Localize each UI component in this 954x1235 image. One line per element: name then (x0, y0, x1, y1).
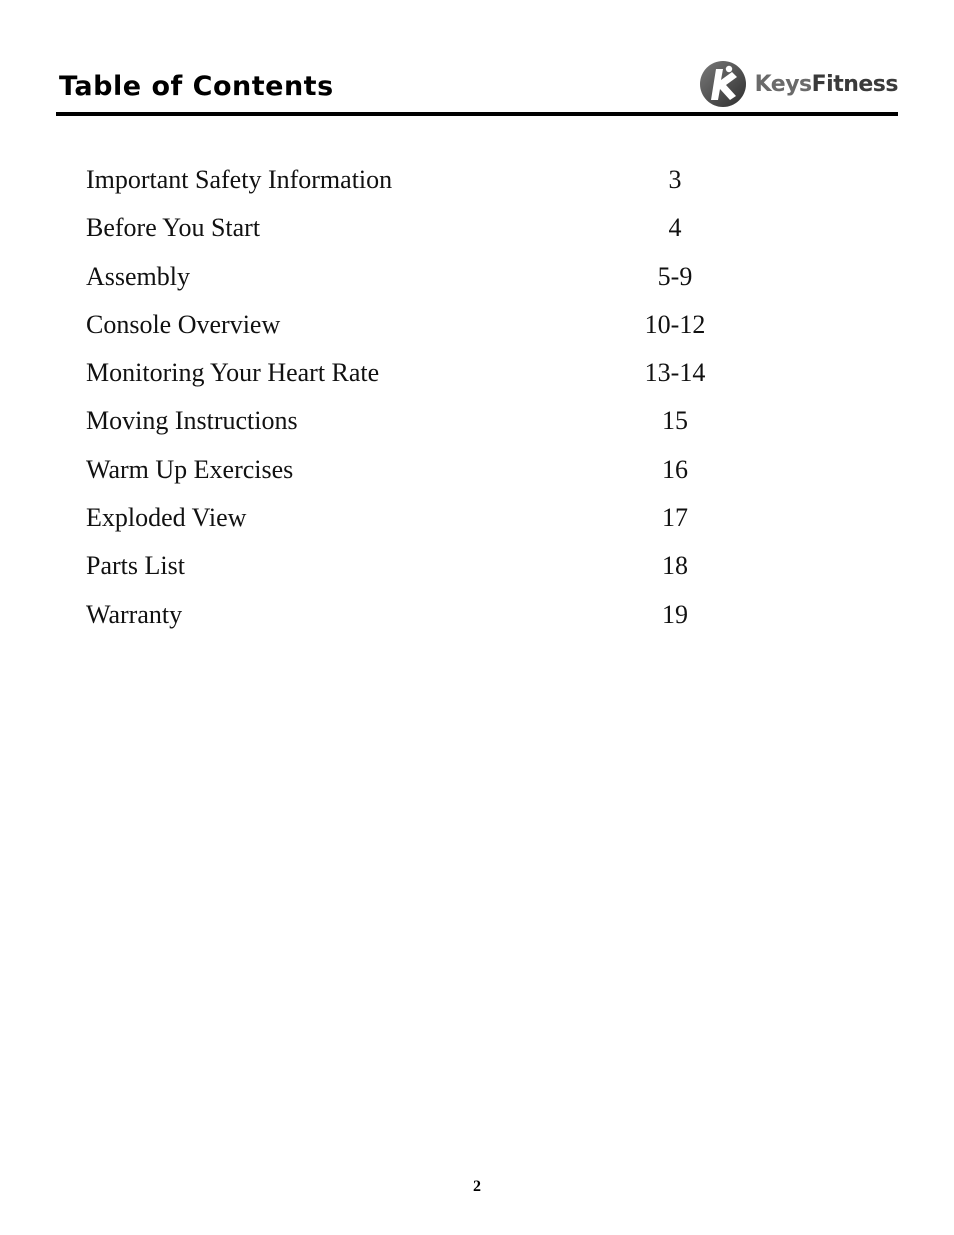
page-title: Table of Contents (59, 71, 334, 102)
toc-entry-label: Exploded View (86, 503, 247, 533)
page-header (56, 58, 898, 116)
brand-wordmark (755, 72, 898, 97)
toc-entry-label: Monitoring Your Heart Rate (86, 358, 380, 388)
toc-entry-page: 5-9 (657, 261, 693, 291)
toc-entry (86, 253, 766, 301)
toc-entry (86, 591, 766, 639)
table-of-contents (86, 156, 766, 639)
toc-entry-label: Assembly (86, 261, 190, 291)
toc-entry (86, 204, 766, 252)
toc-entry-label: Before You Start (86, 213, 261, 243)
toc-entry-page: 16 (662, 454, 688, 484)
toc-entry-page: 10-12 (644, 309, 706, 339)
page-number: 2 (473, 1178, 481, 1195)
toc-entry (86, 397, 766, 445)
toc-entry-page: 4 (668, 213, 682, 243)
brand-wordmark-part2: Fitness (811, 71, 898, 97)
toc-entry (86, 301, 766, 349)
toc-entry-label: Important Safety Information (86, 165, 393, 194)
toc-entry (86, 494, 766, 542)
brand-wordmark-part1: Keys (754, 71, 812, 97)
brand-logo (699, 58, 898, 110)
toc-entry-label: Console Overview (86, 309, 281, 339)
toc-entry (86, 349, 766, 397)
toc-entry-label: Parts List (86, 551, 185, 581)
toc-entry (86, 542, 766, 590)
toc-entry-label: Warm Up Exercises (86, 454, 294, 484)
toc-entry-page: 15 (662, 406, 688, 436)
toc-entry-page: 18 (662, 551, 688, 581)
toc-entry-label: Moving Instructions (86, 406, 298, 436)
toc-entry-page: 3 (668, 165, 682, 194)
toc-entry-page: 19 (662, 599, 688, 629)
toc-entry (86, 446, 766, 494)
toc-entry-page: 17 (662, 503, 688, 533)
toc-entry (86, 156, 766, 204)
header-divider (56, 112, 898, 116)
keys-fitness-runner-logo-icon (699, 60, 747, 108)
toc-entry-label: Warranty (86, 599, 183, 629)
toc-entry-page: 13-14 (644, 358, 706, 388)
